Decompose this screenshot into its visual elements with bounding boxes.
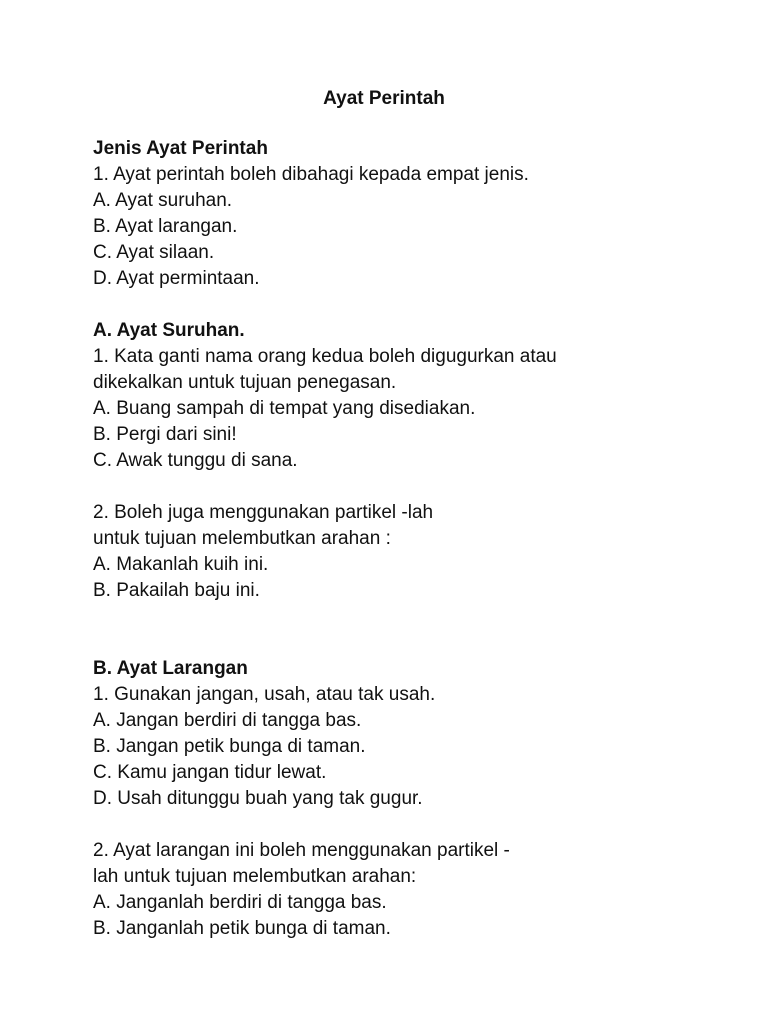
text-line: B. Pergi dari sini!: [93, 424, 237, 445]
document-body: [93, 136, 713, 942]
spacer: [93, 604, 713, 656]
text-line: A. Makanlah kuih ini.: [93, 554, 269, 575]
text-line: A. Buang sampah di tempat yang disediakan.: [93, 398, 476, 419]
text-line: D. Ayat permintaan.: [93, 268, 260, 289]
text-line: D. Usah ditunggu buah yang tak gugur.: [93, 788, 423, 809]
text-line: A. Ayat suruhan.: [93, 190, 233, 211]
section-heading-larangan: B. Ayat Larangan: [93, 658, 248, 679]
text-line: 1. Gunakan jangan, usah, atau tak usah.: [93, 684, 436, 705]
text-line: 2. Ayat larangan ini boleh menggunakan partikel -: [93, 840, 510, 861]
text-line: B. Jangan petik bunga di taman.: [93, 736, 366, 757]
text-line: 1. Kata ganti nama orang kedua boleh digugurkan atau: [93, 346, 557, 367]
spacer: [93, 812, 713, 838]
spacer: [93, 292, 713, 318]
section-heading-suruhan: A. Ayat Suruhan.: [93, 320, 245, 341]
text-line: A. Janganlah berdiri di tangga bas.: [93, 892, 387, 913]
text-line: 1. Ayat perintah boleh dibahagi kepada empat jenis.: [93, 164, 529, 185]
text-line: B. Pakailah baju ini.: [93, 580, 260, 601]
text-line: A. Jangan berdiri di tangga bas.: [93, 710, 362, 731]
document-title: Ayat Perintah: [323, 88, 445, 109]
text-line: C. Ayat silaan.: [93, 242, 215, 263]
text-line: untuk tujuan melembutkan arahan :: [93, 528, 391, 549]
text-line: C. Awak tunggu di sana.: [93, 450, 298, 471]
spacer: [93, 474, 713, 500]
text-line: 2. Boleh juga menggunakan partikel -lah: [93, 502, 434, 523]
text-line: dikekalkan untuk tujuan penegasan.: [93, 372, 397, 393]
text-line: lah untuk tujuan melembutkan arahan:: [93, 866, 417, 887]
section-heading-jenis: Jenis Ayat Perintah: [93, 138, 268, 159]
text-line: C. Kamu jangan tidur lewat.: [93, 762, 327, 783]
text-line: B. Ayat larangan.: [93, 216, 238, 237]
text-line: B. Janganlah petik bunga di taman.: [93, 918, 391, 939]
